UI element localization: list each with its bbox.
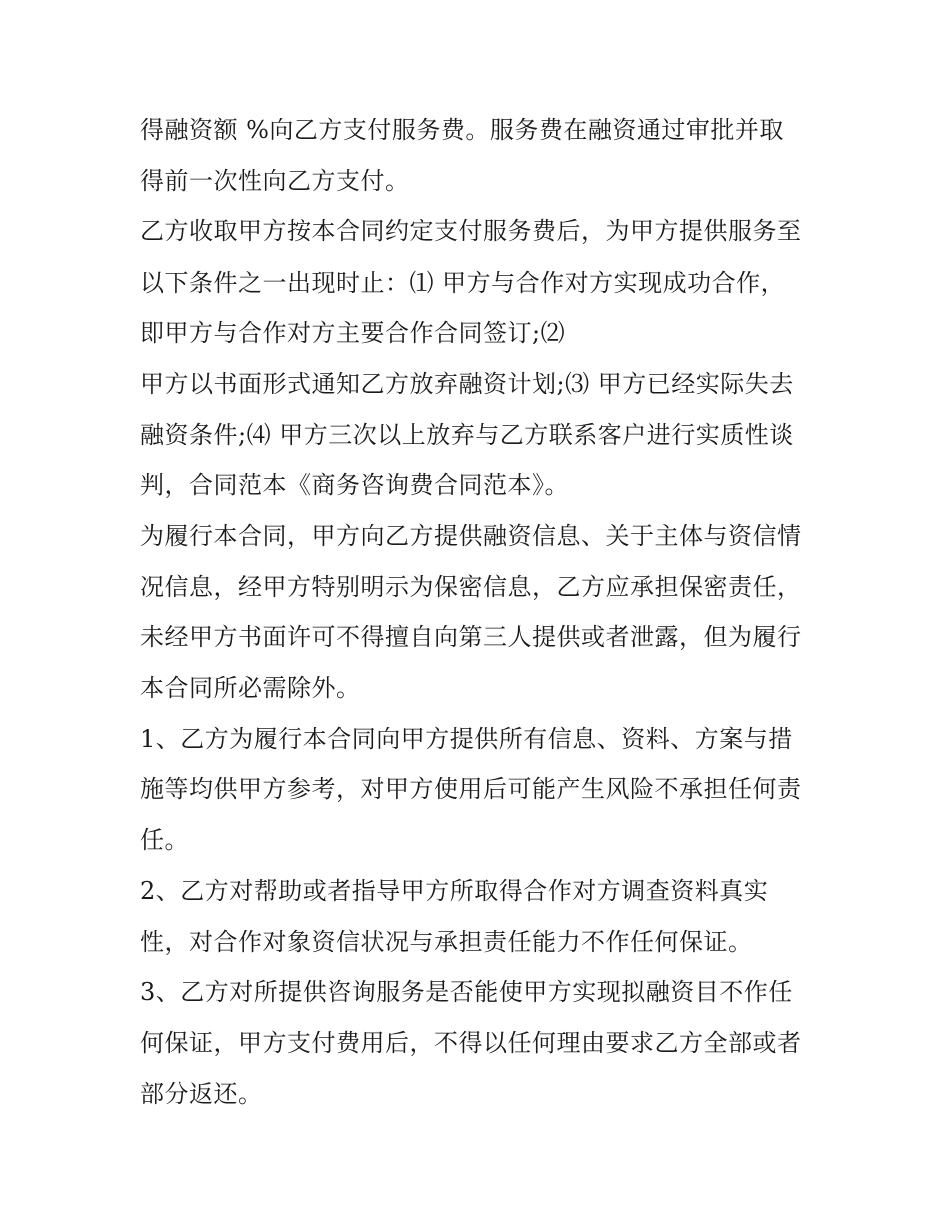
text-line: 未经甲方书面许可不得擅自向第三人提供或者泄露，但为履行 bbox=[140, 623, 802, 651]
text-line: 判，合同范本《商务咨询费合同范本》。 bbox=[140, 471, 569, 499]
text-line: 乙方收取甲方按本合同约定支付服务费后，为甲方提供服务至 bbox=[140, 217, 802, 245]
text-line: 为履行本合同，甲方向乙方提供融资信息、关于主体与资信情 bbox=[140, 522, 802, 550]
text-line: 得融资额 %向乙方支付服务费。服务费在融资通过审批并取 bbox=[140, 116, 784, 144]
text-line: 即甲方与合作对方主要合作合同签订;⑵ bbox=[140, 319, 566, 347]
text-line: 得前一次性向乙方支付。 bbox=[140, 167, 410, 195]
text-line: 1、乙方为履行本合同向甲方提供所有信息、资料、方案与措 bbox=[140, 725, 793, 753]
text-line: 况信息，经甲方特别明示为保密信息，乙方应承担保密责任， bbox=[140, 573, 802, 601]
text-line: 2、乙方对帮助或者指导甲方所取得合作对方调查资料真实 bbox=[140, 877, 769, 905]
text-line: 本合同所必需除外。 bbox=[140, 674, 361, 702]
text-line: 以下条件之一出现时止：⑴ 甲方与合作对方实现成功合作， bbox=[140, 269, 786, 297]
text-line: 3、乙方对所提供咨询服务是否能使甲方实现拟融资目不作任 bbox=[140, 978, 793, 1006]
text-line: 融资条件;⑷ 甲方三次以上放弃与乙方联系客户进行实质性谈 bbox=[140, 421, 794, 449]
text-line: 性，对合作对象资信状况与承担责任能力不作任何保证。 bbox=[140, 928, 753, 956]
text-line: 甲方以书面形式通知乙方放弃融资计划;⑶ 甲方已经实际失去 bbox=[140, 370, 794, 398]
text-line: 部分返还。 bbox=[140, 1080, 263, 1108]
text-line: 施等均供甲方参考，对甲方使用后可能产生风险不承担任何责 bbox=[140, 775, 802, 803]
text-line: 任。 bbox=[140, 826, 189, 854]
text-line: 何保证，甲方支付费用后，不得以任何理由要求乙方全部或者 bbox=[140, 1029, 802, 1057]
